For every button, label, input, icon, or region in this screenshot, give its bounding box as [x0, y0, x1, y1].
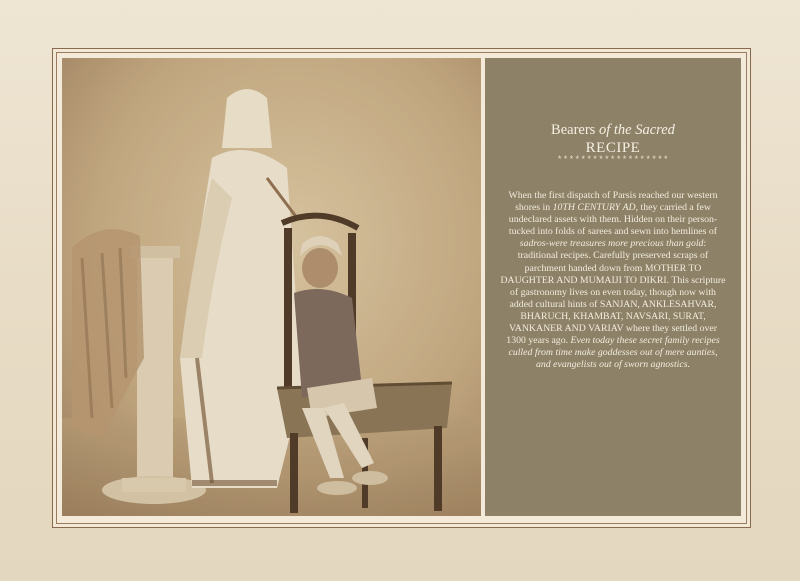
title-recipe: RECIPE — [585, 140, 641, 156]
panel-title — [485, 121, 741, 157]
title-bearers: Bearers — [551, 122, 599, 138]
story-part-2: , they carried a few undeclared assets with them. Hidden on their person-tucked into folds of sarees and sewn into hemlines of — [508, 202, 718, 238]
story-century: 10TH CENTURY AD — [552, 202, 636, 214]
story-text — [500, 190, 726, 371]
story-part-1: When the first dispatch of Parsis reached our western shores in — [508, 190, 718, 214]
story-part-3: : traditional recipes. Carefully preserved scraps of parchment handed down from MOTHER TO DAUGHTER AND MUMAIJI TO DIKRI. This scripture of gastronomy lives on even today, though now with added cultural hints of SANJAN, ANKLESAHVAR, BHARUCH, KHAMBAT, NAVSARI, SURAT, VANKANER AND VARIAV where they settled over 1300 years ago. — [500, 238, 726, 347]
story-closing: Even today these secret family recipes culled from time make goddesses out of mere aunties, and evangelists out of sworn agnostics. — [508, 335, 720, 371]
portrait-illustration — [62, 58, 481, 516]
title-sacred: Sacred — [631, 122, 675, 138]
title-of-the: of the — [598, 122, 632, 138]
star-divider: ******************* — [556, 155, 670, 165]
sepia-portrait-photo — [62, 58, 481, 516]
story-treasures: sadros-were treasures more precious than gold — [519, 238, 704, 250]
